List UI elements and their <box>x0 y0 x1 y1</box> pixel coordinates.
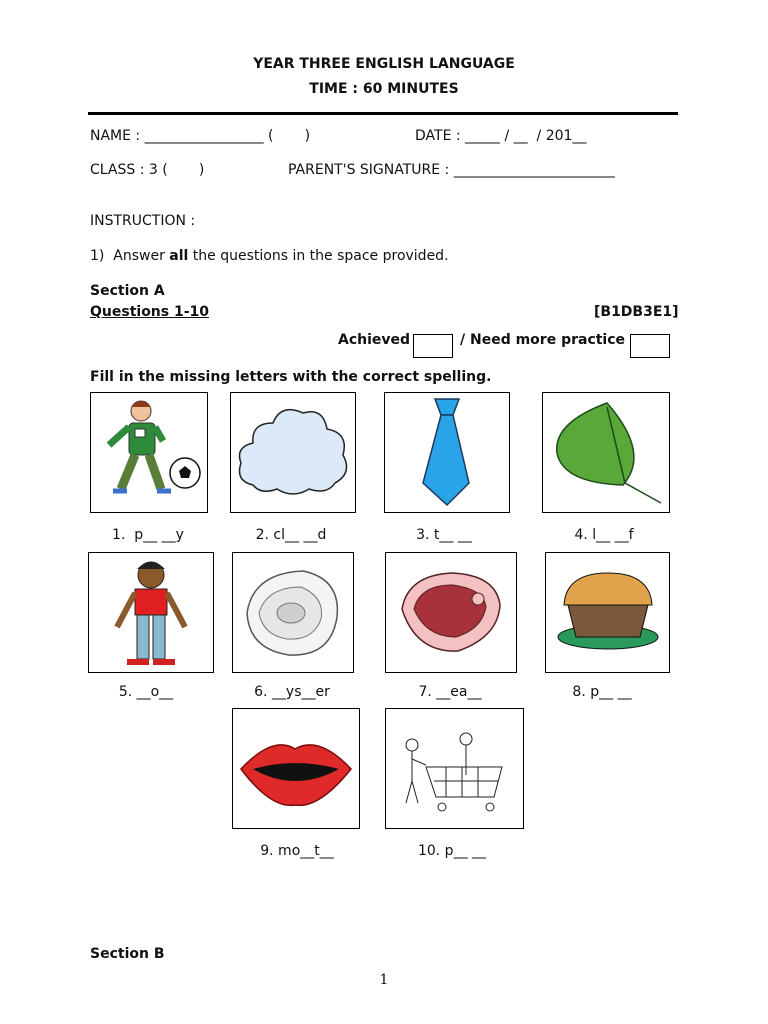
boy-icon <box>88 552 214 673</box>
achieved-label: Achieved <box>338 332 411 348</box>
shopping-cart-icon <box>385 708 524 829</box>
leaf-icon <box>542 392 670 513</box>
cloud-icon <box>230 392 356 513</box>
item-5-caption: 5. __o__ <box>118 684 174 700</box>
boy-playing-football-icon <box>90 392 208 513</box>
need-more-practice-checkbox[interactable] <box>630 334 670 358</box>
class-field[interactable]: CLASS : 3 ( ) <box>90 162 205 178</box>
item-4-caption: 4. l__ __f <box>574 527 634 543</box>
instruction-prefix: 1) Answer <box>90 248 170 264</box>
item-3-caption: 3. t__ __ <box>416 527 472 543</box>
oyster-icon <box>232 552 354 673</box>
task-instruction: Fill in the missing letters with the correct spelling. <box>90 369 492 385</box>
item-9-caption: 9. mo__t__ <box>260 843 334 859</box>
item-6-caption: 6. __ys__er <box>254 684 330 700</box>
item-10-caption: 10. p__ __ <box>417 843 487 859</box>
questions-range: Questions 1-10 <box>90 304 210 320</box>
page-title: YEAR THREE ENGLISH LANGUAGE <box>253 56 515 72</box>
parent-signature-field[interactable]: PARENT'S SIGNATURE : _______________________ <box>288 162 615 178</box>
item-2-caption: 2. cl__ __d <box>255 527 327 543</box>
need-more-practice-label: / Need more practice <box>460 332 626 348</box>
header-divider <box>88 112 678 115</box>
instruction-suffix: the questions in the space provided. <box>188 248 449 264</box>
meat-icon <box>385 552 517 673</box>
section-a-title: Section A <box>90 283 165 299</box>
page-number: 1 <box>379 972 389 988</box>
pie-icon <box>545 552 670 673</box>
item-7-caption: 7. __ea__ <box>418 684 482 700</box>
mouth-icon <box>232 708 360 829</box>
item-8-caption: 8. p__ __ <box>572 684 632 700</box>
time-limit: TIME : 60 MINUTES <box>309 81 459 97</box>
instruction-item <box>90 248 449 264</box>
section-b-title: Section B <box>90 946 165 962</box>
date-field[interactable]: DATE : _____ / __ / 201__ <box>415 128 587 144</box>
item-1-caption: 1. p__ __y <box>112 527 184 543</box>
necktie-icon <box>384 392 510 513</box>
instruction-bold: all <box>169 248 189 264</box>
instruction-heading: INSTRUCTION : <box>90 213 196 229</box>
assessment-code: [B1DB3E1] <box>594 304 679 320</box>
achieved-checkbox[interactable] <box>413 334 453 358</box>
name-field[interactable]: NAME : _________________ ( ) <box>90 128 311 144</box>
